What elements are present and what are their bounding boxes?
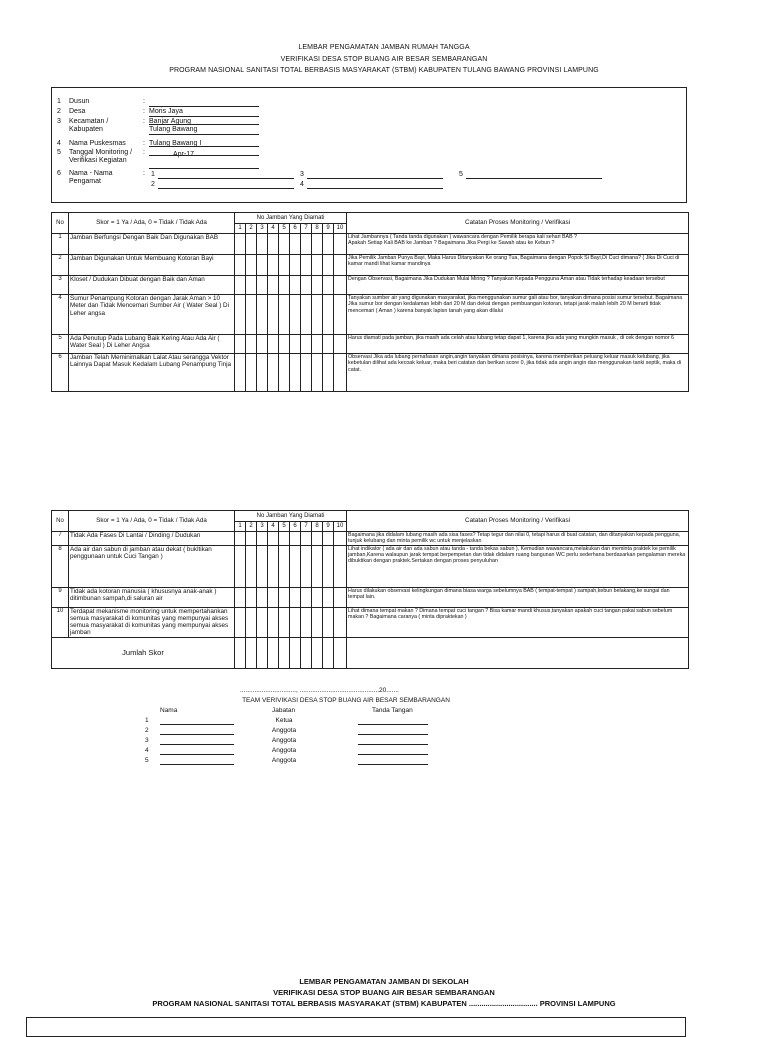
info-row-value: Banjar Agung bbox=[149, 118, 192, 125]
info-row-value: Moris Jaya bbox=[149, 108, 183, 115]
col-jamban-header: No Jamban Yang Diamati bbox=[235, 511, 347, 522]
jamban-col-number: 2 bbox=[246, 224, 257, 234]
score-cell[interactable] bbox=[268, 532, 279, 546]
signature-jabatan: Anggota bbox=[271, 747, 297, 754]
signature-jabatan: Ketua bbox=[275, 717, 293, 724]
score-cell[interactable] bbox=[301, 587, 312, 607]
score-cell[interactable] bbox=[312, 587, 323, 607]
observer-name-field[interactable] bbox=[307, 188, 443, 189]
score-cell[interactable] bbox=[235, 545, 246, 587]
score-cell[interactable] bbox=[268, 587, 279, 607]
score-cell[interactable] bbox=[301, 532, 312, 546]
score-cell[interactable] bbox=[235, 607, 246, 637]
score-cell[interactable] bbox=[334, 545, 347, 587]
score-cell[interactable] bbox=[268, 255, 279, 276]
jamban-col-number: 3 bbox=[257, 224, 268, 234]
score-cell[interactable] bbox=[257, 234, 268, 255]
total-score-label: Jumlah Skor bbox=[52, 637, 235, 668]
score-cell[interactable] bbox=[290, 607, 301, 637]
info-row-label: Kabupaten bbox=[69, 126, 103, 133]
table-row bbox=[52, 545, 689, 587]
info-underline bbox=[149, 106, 259, 107]
score-cell[interactable] bbox=[323, 607, 334, 637]
score-cell[interactable] bbox=[246, 276, 257, 295]
signature-name-field[interactable] bbox=[160, 724, 234, 725]
header-line-2: VERIFIKASI DESA STOP BUANG AIR BESAR SEMBARANGAN bbox=[280, 56, 488, 63]
total-score-cell[interactable] bbox=[290, 637, 301, 668]
observation-table-2 bbox=[51, 510, 689, 669]
row-number: 3 bbox=[52, 276, 69, 295]
signature-name-field[interactable] bbox=[160, 744, 234, 745]
observer-number: 4 bbox=[300, 181, 304, 188]
jamban-col-number: 5 bbox=[279, 224, 290, 234]
total-score-cell[interactable] bbox=[279, 637, 290, 668]
criterion-text: Kloset / Dudukan Dibuat dengan Baik dan Aman bbox=[69, 276, 235, 295]
score-cell[interactable] bbox=[279, 335, 290, 354]
info-underline bbox=[149, 168, 259, 169]
signature-row-number: 4 bbox=[145, 747, 149, 754]
score-cell[interactable] bbox=[334, 234, 347, 255]
score-cell[interactable] bbox=[290, 255, 301, 276]
score-cell[interactable] bbox=[246, 335, 257, 354]
jamban-col-number: 5 bbox=[279, 522, 290, 532]
score-cell[interactable] bbox=[235, 295, 246, 335]
table-row bbox=[52, 607, 689, 637]
info-row-label: Desa bbox=[69, 108, 86, 115]
observer-number: 5 bbox=[459, 171, 463, 178]
info-row-label: Verifikasi Kegiatan bbox=[69, 157, 127, 164]
col-skor-header: Skor = 1 Ya / Ada, 0 = Tidak / Tidak Ada bbox=[69, 511, 235, 532]
signature-row-number: 3 bbox=[145, 737, 149, 744]
score-cell[interactable] bbox=[323, 295, 334, 335]
score-cell[interactable] bbox=[268, 607, 279, 637]
score-cell[interactable] bbox=[246, 255, 257, 276]
score-cell[interactable] bbox=[301, 255, 312, 276]
jamban-col-number: 3 bbox=[257, 522, 268, 532]
row-number: 8 bbox=[52, 545, 69, 587]
info-row-value: Tulang Bawang bbox=[149, 126, 198, 133]
jamban-col-number: 4 bbox=[268, 522, 279, 532]
score-cell[interactable] bbox=[235, 276, 246, 295]
jamban-col-number: 9 bbox=[323, 522, 334, 532]
total-score-cell[interactable] bbox=[312, 637, 323, 668]
table-row bbox=[52, 532, 689, 546]
score-cell[interactable] bbox=[235, 354, 246, 392]
score-cell[interactable] bbox=[323, 276, 334, 295]
info-row-number: 1 bbox=[57, 98, 61, 105]
jamban-col-number: 1 bbox=[235, 224, 246, 234]
score-cell[interactable] bbox=[246, 295, 257, 335]
info-box bbox=[51, 87, 687, 203]
header-line-3: PROGRAM NASIONAL SANITASI TOTAL BERBASIS MASYARAKAT (STBM) KABUPATEN TULANG BAWANG PROVINSI LAMPUNG bbox=[169, 67, 599, 74]
info-row-label: Pengamat bbox=[69, 178, 101, 185]
score-cell[interactable] bbox=[290, 234, 301, 255]
date-line: ..............................., ............................................20....... bbox=[240, 687, 399, 694]
signature-row-number: 2 bbox=[145, 727, 149, 734]
score-cell[interactable] bbox=[279, 607, 290, 637]
col-skor-header: Skor = 1 Ya / Ada, 0 = Tidak / Tidak Ada bbox=[69, 213, 235, 234]
row-number: 4 bbox=[52, 295, 69, 335]
score-cell[interactable] bbox=[257, 335, 268, 354]
score-cell[interactable] bbox=[334, 354, 347, 392]
monitoring-note: Harus dilakukan observasi kelingkungan dimana biasa warga sebelumnya BAB ( tempat-tempat ) sampah,kebun belakang,ke sungai dan tempat lain. bbox=[347, 587, 689, 607]
info-row-label: Nama Puskesmas bbox=[69, 140, 126, 147]
col-notes-header: Catatan Proses Monitoring / Verifikasi bbox=[347, 213, 689, 234]
score-cell[interactable] bbox=[290, 545, 301, 587]
table-row bbox=[52, 276, 689, 295]
total-row bbox=[52, 637, 689, 668]
signature-row-number: 5 bbox=[145, 757, 149, 764]
criterion-text: Jamban Digunakan Untuk Membuang Kotoran Bayi bbox=[69, 255, 235, 276]
score-cell[interactable] bbox=[246, 532, 257, 546]
row-number: 10 bbox=[52, 607, 69, 637]
score-cell[interactable] bbox=[301, 545, 312, 587]
monitoring-note: Observasi Jika ada lubang pernafasan angin,angin tanyakan dimana posisinya, karena memberikan peluang keluar masuk kelubang, jika kebetulan dilihat ada kecoak keluar, maka beri catatan dan berikan score 0, jika tidak ada angin angin dan menggunakan tanki septik, maka di catat. bbox=[347, 354, 689, 392]
jamban-col-number: 2 bbox=[246, 522, 257, 532]
score-cell[interactable] bbox=[257, 587, 268, 607]
score-cell[interactable] bbox=[301, 234, 312, 255]
jamban-col-number: 9 bbox=[323, 224, 334, 234]
score-cell[interactable] bbox=[246, 354, 257, 392]
score-cell[interactable] bbox=[334, 255, 347, 276]
criterion-text: Jamban Telah Meminimalkan Lalat Atau serangga Vektor Lainnya Dapat Masuk Kedalam Lubang Penampung Tinja bbox=[69, 354, 235, 392]
score-cell[interactable] bbox=[323, 335, 334, 354]
row-number: 2 bbox=[52, 255, 69, 276]
criterion-text: Terdapat mekanisme monitoring untuk mempertahankan semua masyarakat di komunitas yang mempunyai akses semua masyarakat di komunitas yang mempunyai akses jamban bbox=[69, 607, 235, 637]
criterion-text: Jamban Berfungsi Dengan Baik Dan Digunakan BAB bbox=[69, 234, 235, 255]
score-cell[interactable] bbox=[334, 335, 347, 354]
col-ttd-label: Tanda Tangan bbox=[372, 707, 413, 714]
score-cell[interactable] bbox=[257, 607, 268, 637]
signature-sign-field[interactable] bbox=[358, 764, 428, 765]
score-cell[interactable] bbox=[312, 276, 323, 295]
score-cell[interactable] bbox=[257, 255, 268, 276]
info-row-colon: : bbox=[143, 170, 145, 177]
info-row-colon: : bbox=[143, 108, 145, 115]
score-cell[interactable] bbox=[301, 335, 312, 354]
footer-line-1: LEMBAR PENGAMATAN JAMBAN DI SEKOLAH bbox=[299, 977, 469, 986]
score-cell[interactable] bbox=[268, 234, 279, 255]
score-cell[interactable] bbox=[334, 532, 347, 546]
score-cell[interactable] bbox=[312, 545, 323, 587]
score-cell[interactable] bbox=[257, 276, 268, 295]
monitoring-note: Jika Pemilik Jamban Punya Bayi, Maka Harus Ditanyakan Ke orang Tua, Bagaimana dengan Popok Si Bayi,Di Cuci dimana? ( Jika Di Cuci di kamar mandi lihat kamar mandinya bbox=[347, 255, 689, 276]
signature-row-number: 1 bbox=[145, 717, 149, 724]
total-score-cell[interactable] bbox=[235, 637, 246, 668]
score-cell[interactable] bbox=[323, 234, 334, 255]
signature-name-field[interactable] bbox=[160, 754, 234, 755]
score-cell[interactable] bbox=[301, 607, 312, 637]
info-row-label: Dusun bbox=[69, 98, 90, 105]
total-score-cell[interactable] bbox=[257, 637, 268, 668]
col-notes-header: Catatan Proses Monitoring / Verifikasi bbox=[347, 511, 689, 532]
score-cell[interactable] bbox=[235, 234, 246, 255]
score-cell[interactable] bbox=[312, 255, 323, 276]
signature-sign-field[interactable] bbox=[358, 744, 428, 745]
info-row-colon: : bbox=[143, 140, 145, 147]
monitoring-note: Lihat dimana tempat makan ? Dimana tempat cuci tangan ? Bisa kamar mandi khusus,tanyakan apakah cuci tangan pakai sabun sebelum makan ? Bagaimana caranya ( minta dipraktekan ) bbox=[347, 607, 689, 637]
observation-table-1 bbox=[51, 212, 689, 392]
score-cell[interactable] bbox=[290, 354, 301, 392]
score-cell[interactable] bbox=[246, 545, 257, 587]
total-score-cell[interactable] bbox=[246, 637, 257, 668]
row-number: 9 bbox=[52, 587, 69, 607]
score-cell[interactable] bbox=[268, 354, 279, 392]
score-cell[interactable] bbox=[279, 354, 290, 392]
observer-name-field[interactable] bbox=[307, 178, 443, 179]
team-title: TEAM VERIVIKASI DESA STOP BUANG AIR BESAR SEMBARANGAN bbox=[242, 697, 450, 704]
monitoring-note: Lihat Jambannya ( Tanda tanda digunakan ) wawancara dengan Pemilik berapa kali sehari BAB ? Apakah Setiap Kali BAB ke Jamban ? Bagaimana Jika Pergi ke Sawah atau ke Kebun ? bbox=[347, 234, 689, 255]
observer-number: 2 bbox=[151, 181, 155, 188]
score-cell[interactable] bbox=[268, 276, 279, 295]
score-cell[interactable] bbox=[279, 255, 290, 276]
score-cell[interactable] bbox=[334, 295, 347, 335]
score-cell[interactable] bbox=[235, 255, 246, 276]
observer-number: 3 bbox=[300, 171, 304, 178]
table-row bbox=[52, 295, 689, 335]
info-row-label: Nama - Nama bbox=[69, 170, 113, 177]
col-jamban-header: No Jamban Yang Diamati bbox=[235, 213, 347, 224]
col-no-header: No bbox=[52, 213, 69, 234]
score-cell[interactable] bbox=[290, 335, 301, 354]
score-cell[interactable] bbox=[235, 587, 246, 607]
total-score-cell[interactable] bbox=[323, 637, 334, 668]
info-row-label: Tanggal Monitoring / bbox=[69, 149, 133, 156]
score-cell[interactable] bbox=[290, 532, 301, 546]
jamban-col-number: 4 bbox=[268, 224, 279, 234]
score-cell[interactable] bbox=[279, 295, 290, 335]
score-cell[interactable] bbox=[334, 276, 347, 295]
jamban-col-number: 7 bbox=[301, 522, 312, 532]
score-cell[interactable] bbox=[312, 607, 323, 637]
monitoring-note: Tanyakan sumber air yang digunakan masyarakat, jika menggunakan sumur gali atau bor, tanyakan dimana posisi sumur tersebut. Bagaimana Jika sumur bor dengan kedalaman lebih dari 20 M dan dekat dengan pembuangan kotoran, tetapi jarak malah lebih 20 M berarti tidak mencemari ( Aman ) karena banyak lapisn tanah yang akan dilalui bbox=[347, 295, 689, 335]
score-cell[interactable] bbox=[246, 234, 257, 255]
score-cell[interactable] bbox=[235, 335, 246, 354]
col-nama-label: Nama bbox=[160, 707, 178, 714]
score-cell[interactable] bbox=[279, 532, 290, 546]
row-number: 5 bbox=[52, 335, 69, 354]
observer-number: 1 bbox=[151, 171, 155, 178]
score-cell[interactable] bbox=[279, 587, 290, 607]
jamban-col-number: 10 bbox=[334, 224, 347, 234]
score-cell[interactable] bbox=[290, 276, 301, 295]
signature-sign-field[interactable] bbox=[358, 724, 428, 725]
row-number: 6 bbox=[52, 354, 69, 392]
info-row-value: Apr-17 bbox=[173, 151, 195, 158]
criterion-text: Ada Penutup Pada Lubang Baik Kering Atau Ada Air ( Water Seal ) Di Leher Angsa bbox=[69, 335, 235, 354]
score-cell[interactable] bbox=[334, 607, 347, 637]
monitoring-note: Harus diamati pada jamban, jika masih ada celah atau lubang tetap dapat 1, karena jika ada yang mungkin masuk , di cek dengan nomor 6 bbox=[347, 335, 689, 354]
score-cell[interactable] bbox=[312, 335, 323, 354]
total-note-cell bbox=[347, 637, 689, 668]
observer-name-field[interactable] bbox=[466, 178, 602, 179]
row-number: 7 bbox=[52, 532, 69, 546]
jamban-col-number: 6 bbox=[290, 224, 301, 234]
score-cell[interactable] bbox=[312, 532, 323, 546]
col-jabatan-label: Jabatan bbox=[272, 707, 296, 714]
criterion-text: Tidak ada kotoran manusia ( khususnya anak-anak ) ditimbunan sampah,di saluran air bbox=[69, 587, 235, 607]
table-row bbox=[52, 234, 689, 255]
score-cell[interactable] bbox=[257, 545, 268, 587]
info-row-number: 5 bbox=[57, 149, 61, 156]
signature-jabatan: Anggota bbox=[271, 727, 297, 734]
footer-line-3: PROGRAM NASIONAL SANITASI TOTAL BERBASIS MASYARAKAT (STBM) KABUPATEN ................................. PROVINSI LAMPUNG bbox=[152, 999, 616, 1008]
total-score-cell[interactable] bbox=[334, 637, 347, 668]
footer-line-2: VERIFIKASI DESA STOP BUANG AIR BESAR SEMBARANGAN bbox=[273, 988, 495, 997]
score-cell[interactable] bbox=[301, 276, 312, 295]
score-cell[interactable] bbox=[312, 354, 323, 392]
jamban-col-number: 10 bbox=[334, 522, 347, 532]
score-cell[interactable] bbox=[312, 295, 323, 335]
score-cell[interactable] bbox=[257, 532, 268, 546]
score-cell[interactable] bbox=[246, 587, 257, 607]
score-cell[interactable] bbox=[246, 607, 257, 637]
info-underline bbox=[149, 155, 259, 156]
header-line-1: LEMBAR PENGAMATAN JAMBAN RUMAH TANGGA bbox=[298, 44, 470, 51]
info-row-colon: : bbox=[143, 98, 145, 105]
col-no-header: No bbox=[52, 511, 69, 532]
criterion-text: Ada air dan sabun di jamban atau dekat ( bukltikan penggunaan untuk Cuci Tangan ) bbox=[69, 545, 235, 587]
signature-sign-field[interactable] bbox=[358, 734, 428, 735]
criterion-text: Tidak Ada Fases Di Lantai / Dinding / Dudukan bbox=[69, 532, 235, 546]
score-cell[interactable] bbox=[279, 234, 290, 255]
total-score-cell[interactable] bbox=[301, 637, 312, 668]
signature-jabatan: Anggota bbox=[271, 737, 297, 744]
info-row-number: 3 bbox=[57, 118, 61, 125]
score-cell[interactable] bbox=[279, 545, 290, 587]
jamban-col-number: 7 bbox=[301, 224, 312, 234]
info-underline bbox=[149, 146, 259, 147]
info-row-value: Tulang Bawang I bbox=[149, 140, 202, 147]
table-row bbox=[52, 587, 689, 607]
score-cell[interactable] bbox=[257, 295, 268, 335]
score-cell[interactable] bbox=[301, 295, 312, 335]
score-cell[interactable] bbox=[323, 255, 334, 276]
score-cell[interactable] bbox=[323, 587, 334, 607]
score-cell[interactable] bbox=[323, 545, 334, 587]
row-number: 1 bbox=[52, 234, 69, 255]
observer-name-field[interactable] bbox=[158, 178, 294, 179]
info-underline bbox=[149, 134, 259, 135]
score-cell[interactable] bbox=[268, 545, 279, 587]
score-cell[interactable] bbox=[290, 587, 301, 607]
score-cell[interactable] bbox=[235, 532, 246, 546]
observer-name-field[interactable] bbox=[158, 188, 294, 189]
score-cell[interactable] bbox=[312, 234, 323, 255]
score-cell[interactable] bbox=[334, 587, 347, 607]
score-cell[interactable] bbox=[279, 276, 290, 295]
table-row bbox=[52, 354, 689, 392]
next-section-box bbox=[26, 1017, 686, 1037]
signature-name-field[interactable] bbox=[160, 734, 234, 735]
info-underline bbox=[149, 116, 259, 117]
info-row-number: 4 bbox=[57, 140, 61, 147]
score-cell[interactable] bbox=[301, 354, 312, 392]
total-score-cell[interactable] bbox=[268, 637, 279, 668]
info-row-colon: : bbox=[143, 118, 145, 125]
info-row-label: Kecamatan / bbox=[69, 118, 109, 125]
table-row bbox=[52, 335, 689, 354]
signature-jabatan: Anggota bbox=[271, 757, 297, 764]
jamban-col-number: 6 bbox=[290, 522, 301, 532]
monitoring-note: Bagaimana jika didalam lubang masih ada sisa fases? Tetap tegur dan nilai 0, tetapi harus di buat catatan, dan ditanyakan kepada pengguna, tunjuk kelubang dan minta pemilik wc untuk menjelaskan bbox=[347, 532, 689, 546]
info-row-colon: : bbox=[143, 149, 145, 156]
info-row-number: 6 bbox=[57, 170, 61, 177]
jamban-col-number: 8 bbox=[312, 522, 323, 532]
score-cell[interactable] bbox=[268, 295, 279, 335]
info-row-number: 2 bbox=[57, 108, 61, 115]
monitoring-note: Lihat indikator ( ada air dan ada sabun atau tanda - tanda bekas sabun ), Kemudian wawancara,melakukan dan meminta praktek ke pemilik jamban,Karena walaupun jarak tempat berpempetan dan tidak didalam ruang bangunan WC perlu sederhana berdasarkan pengalaman mereka dibuktikan dengan praktek.Sertakan dengan proses penyuluhan bbox=[347, 545, 689, 587]
score-cell[interactable] bbox=[290, 295, 301, 335]
signature-sign-field[interactable] bbox=[358, 754, 428, 755]
score-cell[interactable] bbox=[268, 335, 279, 354]
jamban-col-number: 8 bbox=[312, 224, 323, 234]
table-row bbox=[52, 255, 689, 276]
score-cell[interactable] bbox=[323, 532, 334, 546]
criterion-text: Sumur Penampung Kotoran dengan Jarak Aman > 10 Meter dan Tidak Mencemari Sumber Air ( Water Seal ) Di Leher angsa bbox=[69, 295, 235, 335]
monitoring-note: Dengan Observasi, Bagaimana Jika Dudukan Mulai Miring ? Tanyakan Kepada Pengguna Aman atau Tidak terhadap keadaan tersebut bbox=[347, 276, 689, 295]
score-cell[interactable] bbox=[323, 354, 334, 392]
signature-name-field[interactable] bbox=[160, 764, 234, 765]
score-cell[interactable] bbox=[257, 354, 268, 392]
jamban-col-number: 1 bbox=[235, 522, 246, 532]
info-underline bbox=[149, 124, 259, 125]
